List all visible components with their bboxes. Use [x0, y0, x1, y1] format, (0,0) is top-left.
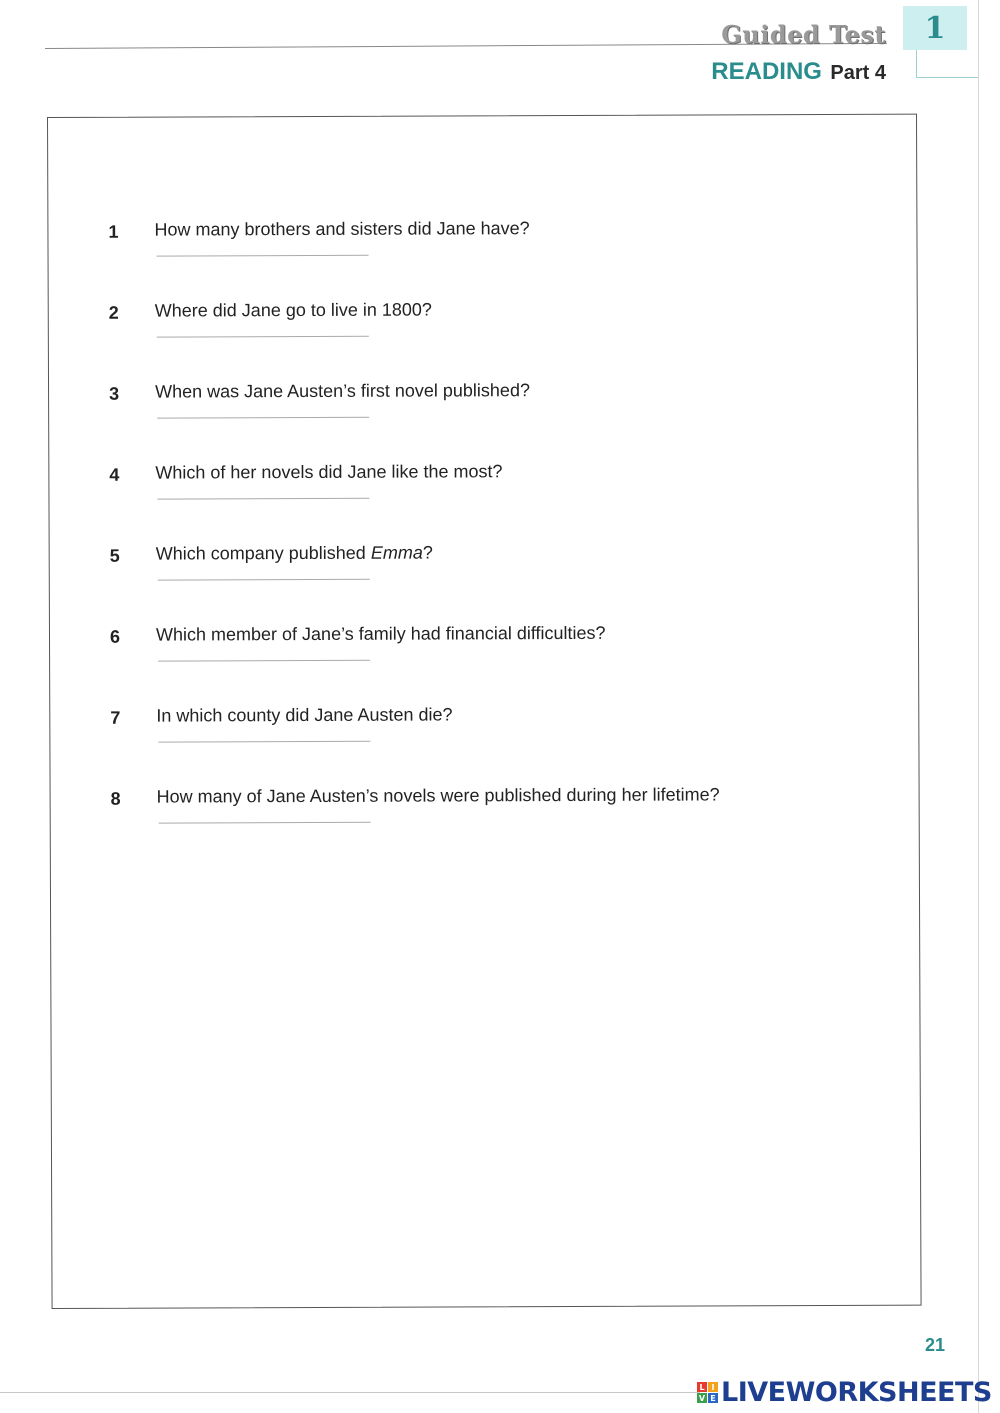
- answer-line[interactable]: [157, 255, 369, 257]
- question-text: Where did Jane go to live in 1800?: [154, 299, 432, 321]
- question-number: 6: [109, 626, 121, 647]
- footer-rule: [0, 1392, 700, 1393]
- question-text: Which member of Jane’s family had financial difficulties?: [155, 622, 606, 645]
- question-text: How many brothers and sisters did Jane have?: [154, 218, 530, 240]
- section-heading: [640, 58, 886, 86]
- liveworksheets-logo[interactable]: [697, 1377, 992, 1408]
- logo-tile: E: [708, 1393, 718, 1403]
- logo-tile: V: [698, 1393, 706, 1403]
- question-text: Which of her novels did Jane like the most?: [155, 461, 503, 483]
- answer-line[interactable]: [158, 660, 370, 662]
- question-number: 3: [109, 383, 120, 404]
- question-text: [156, 543, 433, 565]
- answer-line[interactable]: [157, 336, 369, 338]
- question-number: 8: [110, 788, 121, 809]
- unit-badge: [903, 6, 967, 50]
- answer-line[interactable]: [158, 741, 370, 743]
- answer-line[interactable]: [157, 498, 369, 500]
- question-text: When was Jane Austen’s first novel published?: [155, 380, 530, 402]
- answer-line[interactable]: [158, 579, 370, 581]
- logo-tile: I: [708, 1382, 718, 1392]
- questions-panel: [47, 114, 922, 1309]
- question-number: 7: [110, 707, 121, 728]
- question-number: 2: [108, 302, 119, 323]
- section-label: READING: [711, 58, 822, 85]
- question-text: How many of Jane Austen’s novels were published during her lifetime?: [156, 784, 720, 807]
- answer-line[interactable]: [157, 417, 369, 419]
- question-text: In which county did Jane Austen die?: [156, 704, 453, 726]
- page-number: 21: [924, 1335, 945, 1355]
- question-text-start: Which company published: [155, 542, 371, 564]
- logo-tile: L: [697, 1382, 707, 1392]
- unit-number: 1: [924, 10, 946, 46]
- question-number: 5: [109, 545, 120, 566]
- question-number: 4: [109, 464, 120, 485]
- brand-name: LIVEWORKSHEETS: [721, 1377, 992, 1408]
- book-title: Emma: [370, 542, 423, 563]
- question-text-end: ?: [422, 542, 433, 563]
- guided-test-title: Guided Test: [721, 20, 886, 49]
- answer-line[interactable]: [159, 822, 371, 824]
- page-edge: [978, 0, 979, 1413]
- part-label: Part 4: [830, 62, 886, 84]
- logo-tiles-icon: [697, 1382, 718, 1403]
- question-number: 1: [108, 221, 119, 242]
